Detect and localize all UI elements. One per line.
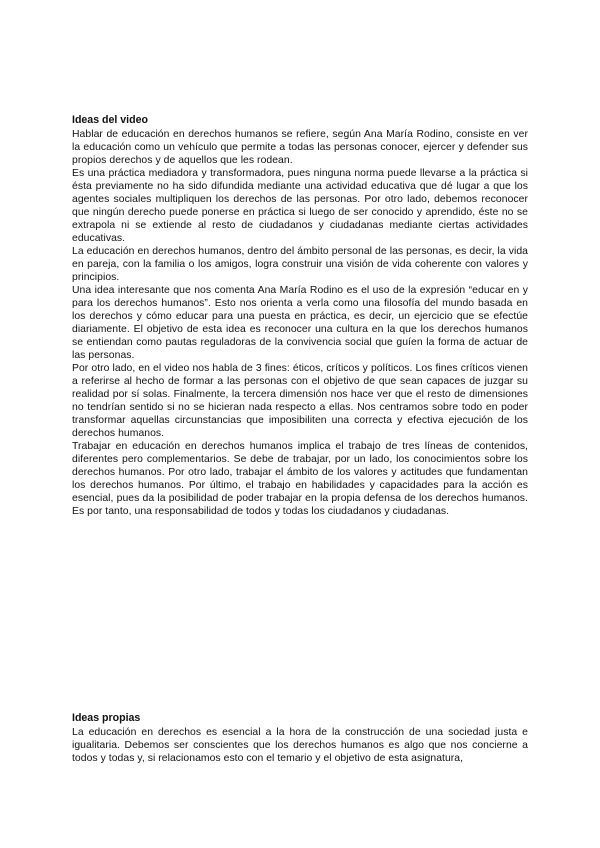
section-heading: Ideas propias	[72, 712, 141, 724]
section-ideas-propias	[72, 712, 528, 765]
paragraph: Una idea interesante que nos comenta Ana María Rodino es el uso de la expresión “educar en y para los derechos humanos”. Esto nos orienta a verla como una filosofía del mundo basada en los derechos y cómo educar para una puesta en práctica, es decir, un ejercicio que se efectúe diariamente. El objetivo de esta idea es reconocer una cultura en la que los derechos humanos se entiendan como pautas reguladoras de la convivencia social que guíen la forma de actuar de las personas.	[72, 285, 528, 361]
paragraph: Por otro lado, en el video nos habla de 3 fines: éticos, críticos y políticos. Los fines críticos vienen a referirse al hecho de formar a las personas con el objetivo de que sean capaces de juzgar su realidad por sí solas. Finalmente, la tercera dimensión nos hace ver que el resto de dimensiones no tendrían sentido si no se hicieran nada respecto a ellas. Nos centramos sobre todo en poder transformar aquellas circunstancias que imposibiliten una correcta y efectiva ejecución de los derechos humanos.	[72, 363, 528, 439]
paragraph: Es una práctica mediadora y transformadora, pues ninguna norma puede llevarse a la práctica si ésta previamente no ha sido difundida mediante una actividad educativa que dé lugar a que los agentes sociales multipliquen los derechos de las personas. Por otro lado, debemos reconocer que ningún derecho puede ponerse en práctica si luego de ser conocido y aprendido, éste no se extrapola ni se extiende al resto de ciudadanos y ciudadanas mediante ciertas actividades educativas.	[72, 168, 528, 244]
paragraph: La educación en derechos es esencial a la hora de la construcción de una sociedad justa e igualitaria. Debemos ser conscientes que los derechos humanos es algo que nos concierne a todos y todas y, si relacionamos esto con el temario y el objetivo de esta asignatura,	[72, 727, 528, 764]
paragraph: La educación en derechos humanos, dentro del ámbito personal de las personas, es decir, la vida en pareja, con la familia o los amigos, logra construir una visión de vida coherente con valores y principios.	[72, 246, 528, 283]
section-ideas-del-video	[72, 114, 528, 518]
paragraph: Hablar de educación en derechos humanos se refiere, según Ana María Rodino, consiste en ver la educación como un vehículo que permite a todas las personas conocer, ejercer y defender sus propios derechos y de aquellos que les rodean.	[72, 129, 528, 166]
section-heading: Ideas del video	[72, 114, 148, 126]
paragraph: Trabajar en educación en derechos humanos implica el trabajo de tres líneas de contenidos, diferentes pero complementarios. Se debe de trabajar, por un lado, los conocimientos sobre los derechos humanos. Por otro lado, trabajar el ámbito de los valores y actitudes que fundamentan los derechos humanos. Por último, el trabajo en habilidades y capacidades para la acción es esencial, pues da la posibilidad de poder trabajar en la propia defensa de los derechos humanos. Es por tanto, una responsabilidad de todos y todas los ciudadanos y ciudadanas.	[72, 441, 528, 517]
